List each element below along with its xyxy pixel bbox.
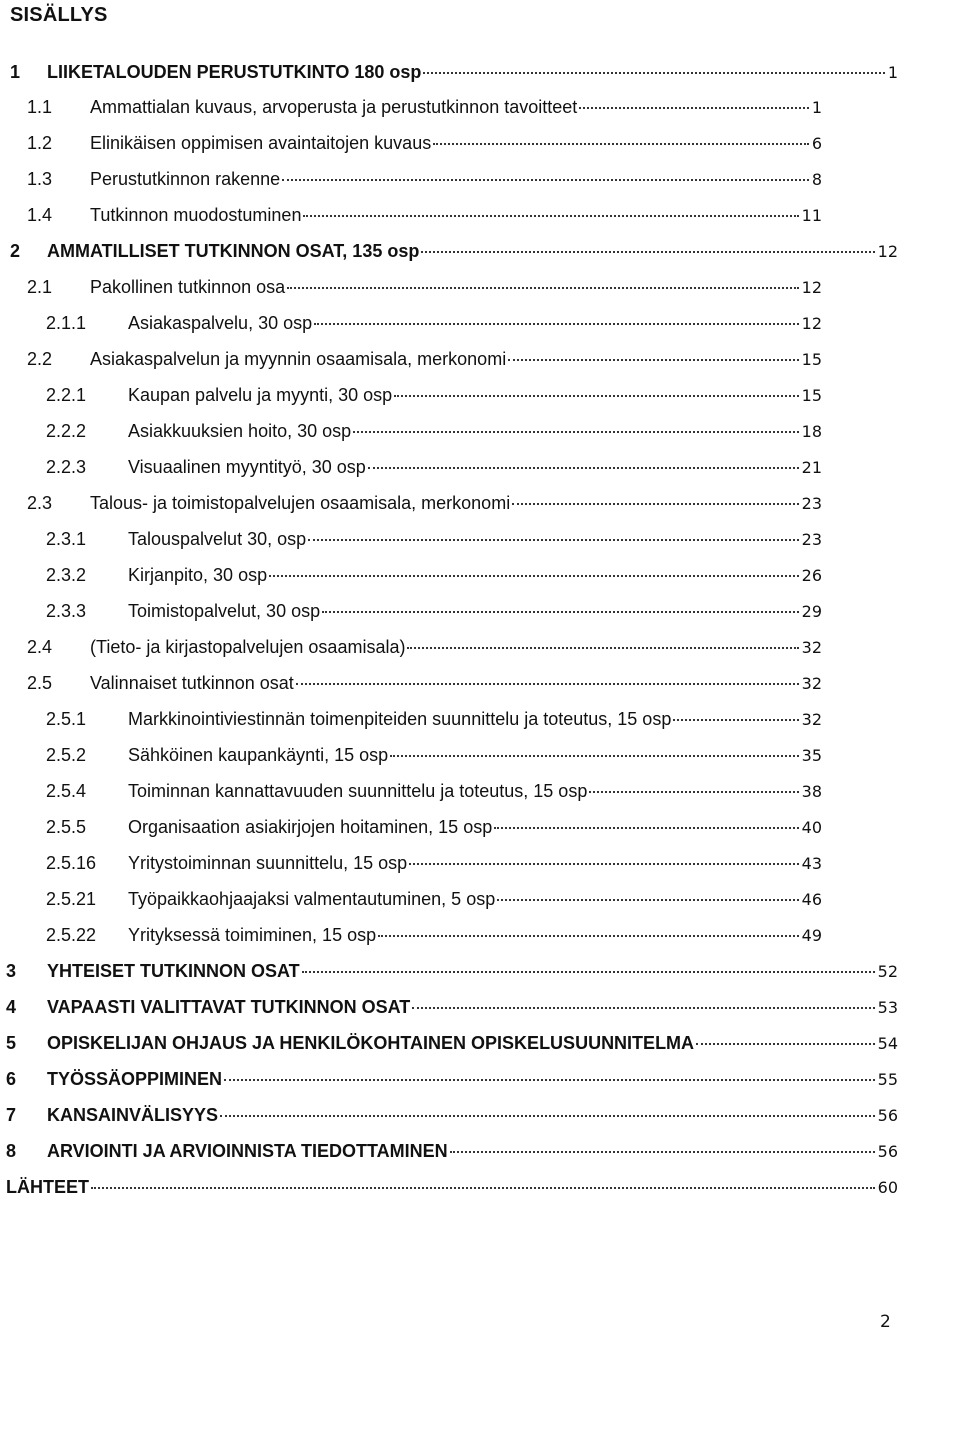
toc-entry-title: Kaupan palvelu ja myynti, 30 osp bbox=[128, 385, 393, 405]
dot-leader bbox=[433, 143, 809, 145]
toc-entry-number: 2.2.1 bbox=[46, 385, 87, 405]
toc-entry-number: 2.4 bbox=[27, 637, 53, 657]
toc-entry-number: 1.4 bbox=[27, 205, 53, 225]
toc-entry-page: 1 bbox=[811, 98, 822, 117]
toc-entry-page: 56 bbox=[877, 1142, 898, 1161]
toc-entry[interactable] bbox=[46, 815, 822, 839]
toc-entry-title: Toiminnan kannattavuuden suunnittelu ja toteutus, 15 osp bbox=[128, 781, 588, 801]
toc-entry-title: Pakollinen tutkinnon osa bbox=[90, 277, 286, 297]
toc-entry-number: 1.1 bbox=[27, 97, 53, 117]
toc-entry[interactable] bbox=[6, 959, 898, 983]
dot-leader bbox=[589, 791, 798, 793]
toc-entry[interactable] bbox=[46, 383, 822, 407]
dot-leader bbox=[409, 863, 798, 865]
toc-entry-number: 2.1.1 bbox=[46, 313, 87, 333]
toc-entry-number: 2.3.1 bbox=[46, 529, 87, 549]
dot-leader bbox=[224, 1079, 875, 1081]
toc-entry-page: 12 bbox=[801, 278, 822, 297]
toc-entry-title: VAPAASTI VALITTAVAT TUTKINNON OSAT bbox=[47, 997, 411, 1017]
toc-entry-number: 2 bbox=[10, 241, 21, 261]
toc-entry[interactable] bbox=[27, 203, 822, 227]
toc-entry-page: 56 bbox=[877, 1106, 898, 1125]
toc-entry-page: 32 bbox=[801, 674, 822, 693]
toc-entry-title: Valinnaiset tutkinnon osat bbox=[90, 673, 294, 693]
dot-leader bbox=[673, 719, 798, 721]
toc-entry[interactable] bbox=[46, 599, 822, 623]
toc-entry-page: 53 bbox=[877, 998, 898, 1017]
toc-entry-page: 15 bbox=[801, 350, 822, 369]
toc-entry-page: 18 bbox=[801, 422, 822, 441]
toc-entry[interactable] bbox=[46, 419, 822, 443]
toc-entry-page: 43 bbox=[801, 854, 822, 873]
dot-leader bbox=[512, 503, 798, 505]
toc-entry-number: 2.2 bbox=[27, 349, 53, 369]
toc-entry-page: 12 bbox=[877, 242, 898, 261]
toc-entry[interactable] bbox=[10, 239, 898, 263]
toc-entry-title: Toimistopalvelut, 30 osp bbox=[128, 601, 321, 621]
dot-leader bbox=[579, 107, 809, 109]
toc-entry-number: 2.5.5 bbox=[46, 817, 87, 837]
toc-entry[interactable] bbox=[46, 455, 822, 479]
toc-entry-page: 55 bbox=[877, 1070, 898, 1089]
toc-entry-title: Yrityksessä toimiminen, 15 osp bbox=[128, 925, 377, 945]
dot-leader bbox=[390, 755, 798, 757]
toc-entry[interactable] bbox=[46, 563, 822, 587]
toc-entry-title: Yritystoiminnan suunnittelu, 15 osp bbox=[128, 853, 408, 873]
toc-entry-title: TYÖSSÄOPPIMINEN bbox=[47, 1069, 223, 1089]
toc-entry[interactable] bbox=[6, 1067, 898, 1091]
toc-entry-page: 6 bbox=[811, 134, 822, 153]
toc-entry-number: 2.2.2 bbox=[46, 421, 87, 441]
toc-entry-number: 5 bbox=[6, 1033, 17, 1053]
dot-leader bbox=[421, 251, 874, 253]
page-number: 2 bbox=[880, 1312, 891, 1332]
toc-entry[interactable] bbox=[27, 491, 822, 515]
toc-entry-title: Markkinointiviestinnän toimenpiteiden suunnittelu ja toteutus, 15 osp bbox=[128, 709, 672, 729]
dot-leader bbox=[91, 1187, 875, 1189]
dot-leader bbox=[378, 935, 799, 937]
toc-entry-title: Visuaalinen myyntityö, 30 osp bbox=[128, 457, 366, 477]
toc-entry[interactable] bbox=[27, 131, 822, 155]
toc-entry[interactable] bbox=[46, 311, 822, 335]
toc-entry[interactable] bbox=[46, 779, 822, 803]
toc-entry-title: Asiakkuuksien hoito, 30 osp bbox=[128, 421, 352, 441]
toc-entry-page: 21 bbox=[801, 458, 822, 477]
toc-entry-page: 38 bbox=[801, 782, 822, 801]
dot-leader bbox=[450, 1151, 875, 1153]
toc-entry-page: 29 bbox=[801, 602, 822, 621]
toc-entry-page: 35 bbox=[801, 746, 822, 765]
toc-entry[interactable] bbox=[46, 851, 822, 875]
toc-entry[interactable] bbox=[46, 527, 822, 551]
toc-entry[interactable] bbox=[27, 167, 822, 191]
toc-entry-number: 7 bbox=[6, 1105, 17, 1125]
toc-entry[interactable] bbox=[46, 707, 822, 731]
toc-entry-page: 11 bbox=[801, 206, 822, 225]
toc-entry-title: YHTEISET TUTKINNON OSAT bbox=[47, 961, 300, 981]
toc-entry[interactable] bbox=[6, 1139, 898, 1163]
toc-entry-number: 6 bbox=[6, 1069, 17, 1089]
toc-entry[interactable] bbox=[27, 347, 822, 371]
toc-entry-number: 2.2.3 bbox=[46, 457, 87, 477]
dot-leader bbox=[508, 359, 798, 361]
dot-leader bbox=[322, 611, 799, 613]
toc-entry-page: 15 bbox=[801, 386, 822, 405]
toc-entry-page: 1 bbox=[887, 63, 898, 82]
toc-entry-number: 2.5.16 bbox=[46, 853, 97, 873]
dot-leader bbox=[287, 287, 799, 289]
dot-leader bbox=[314, 323, 799, 325]
toc-entry-page: 32 bbox=[801, 638, 822, 657]
toc-entry-number: 4 bbox=[6, 997, 17, 1017]
dot-leader bbox=[302, 971, 875, 973]
toc-entry-page: 8 bbox=[811, 170, 822, 189]
toc-entry-title: Tutkinnon muodostuminen bbox=[90, 205, 302, 225]
dot-leader bbox=[303, 215, 798, 217]
toc-entry-title: Talous- ja toimistopalvelujen osaamisala, merkonomi bbox=[90, 493, 511, 513]
dot-leader bbox=[308, 539, 799, 541]
toc-entry-number: 2.1 bbox=[27, 277, 53, 297]
toc-entry-number: 2.5.2 bbox=[46, 745, 87, 765]
toc-entry-number: 2.5.4 bbox=[46, 781, 87, 801]
toc-entry-page: 23 bbox=[801, 494, 822, 513]
toc-entry-title: KANSAINVÄLISYYS bbox=[47, 1105, 219, 1125]
toc-entry-title: Talouspalvelut 30, osp bbox=[128, 529, 307, 549]
toc-entry-title: LÄHTEET bbox=[6, 1177, 89, 1197]
toc-entry[interactable] bbox=[46, 923, 822, 947]
toc-entry[interactable] bbox=[6, 1103, 898, 1127]
dot-leader bbox=[497, 899, 798, 901]
toc-entry-title: Työpaikkaohjaajaksi valmentautuminen, 5 osp bbox=[128, 889, 496, 909]
dot-leader bbox=[423, 72, 884, 74]
dot-leader bbox=[412, 1007, 874, 1009]
toc-entry[interactable] bbox=[10, 60, 898, 84]
toc-entry-title: OPISKELIJAN OHJAUS JA HENKILÖKOHTAINEN OPISKELUSUUNNITELMA bbox=[47, 1033, 695, 1053]
toc-entry-page: 49 bbox=[801, 926, 822, 945]
toc-entry-title: ARVIOINTI JA ARVIOINNISTA TIEDOTTAMINEN bbox=[47, 1141, 448, 1161]
toc-entry-page: 46 bbox=[801, 890, 822, 909]
toc-entry-number: 2.5.22 bbox=[46, 925, 97, 945]
toc-entry-number: 8 bbox=[6, 1141, 17, 1161]
toc-entry-number: 2.5 bbox=[27, 673, 53, 693]
toc-entry-title: Organisaation asiakirjojen hoitaminen, 15 osp bbox=[128, 817, 493, 837]
toc-entry-title: Asiakaspalvelu, 30 osp bbox=[128, 313, 313, 333]
toc-entry[interactable] bbox=[6, 1175, 898, 1199]
toc-entry-page: 60 bbox=[877, 1178, 898, 1197]
toc-entry-page: 32 bbox=[801, 710, 822, 729]
toc-entry-number: 2.5.1 bbox=[46, 709, 87, 729]
toc-entry-number: 1.3 bbox=[27, 169, 53, 189]
toc-entry-number: 2.5.21 bbox=[46, 889, 97, 909]
toc-entry[interactable] bbox=[27, 671, 822, 695]
toc-entry-number: 2.3 bbox=[27, 493, 53, 513]
toc-entry-page: 26 bbox=[801, 566, 822, 585]
dot-leader bbox=[296, 683, 799, 685]
dot-leader bbox=[282, 179, 809, 181]
toc-entry[interactable] bbox=[27, 635, 822, 659]
toc-entry[interactable] bbox=[27, 95, 822, 119]
dot-leader bbox=[353, 431, 799, 433]
toc-entry-title: Asiakaspalvelun ja myynnin osaamisala, merkonomi bbox=[90, 349, 507, 369]
dot-leader bbox=[368, 467, 799, 469]
dot-leader bbox=[494, 827, 798, 829]
toc-entry-page: 12 bbox=[801, 314, 822, 333]
toc-entry-page: 52 bbox=[877, 962, 898, 981]
toc-entry-title: LIIKETALOUDEN PERUSTUTKINTO 180 osp bbox=[47, 62, 422, 82]
dot-leader bbox=[220, 1115, 875, 1117]
dot-leader bbox=[696, 1043, 875, 1045]
toc-entry-title: Kirjanpito, 30 osp bbox=[128, 565, 268, 585]
toc-entry-number: 2.3.3 bbox=[46, 601, 87, 621]
toc-entry[interactable] bbox=[46, 743, 822, 767]
dot-leader bbox=[269, 575, 799, 577]
toc-entry[interactable] bbox=[46, 887, 822, 911]
toc-entry-title: (Tieto- ja kirjastopalvelujen osaamisala) bbox=[90, 637, 406, 657]
toc-entry-number: 1.2 bbox=[27, 133, 53, 153]
toc-entry-number: 2.3.2 bbox=[46, 565, 87, 585]
toc-entry[interactable] bbox=[6, 995, 898, 1019]
toc-entry-page: 23 bbox=[801, 530, 822, 549]
toc-entry-title: AMMATILLISET TUTKINNON OSAT, 135 osp bbox=[47, 241, 420, 261]
dot-leader bbox=[394, 395, 798, 397]
toc-entry-page: 54 bbox=[877, 1034, 898, 1053]
toc-entry-title: Perustutkinnon rakenne bbox=[90, 169, 281, 189]
toc-entry-number: 3 bbox=[6, 961, 17, 981]
toc-entry-number: 1 bbox=[10, 62, 21, 82]
toc-entry[interactable] bbox=[6, 1031, 898, 1055]
toc-heading: SISÄLLYS bbox=[10, 4, 108, 26]
toc-entry-title: Ammattialan kuvaus, arvoperusta ja perustutkinnon tavoitteet bbox=[90, 97, 578, 117]
toc-entry[interactable] bbox=[27, 275, 822, 299]
dot-leader bbox=[407, 647, 798, 649]
toc-entry-page: 40 bbox=[801, 818, 822, 837]
toc-entry-title: Sähköinen kaupankäynti, 15 osp bbox=[128, 745, 389, 765]
toc-entry-title: Elinikäisen oppimisen avaintaitojen kuvaus bbox=[90, 133, 432, 153]
